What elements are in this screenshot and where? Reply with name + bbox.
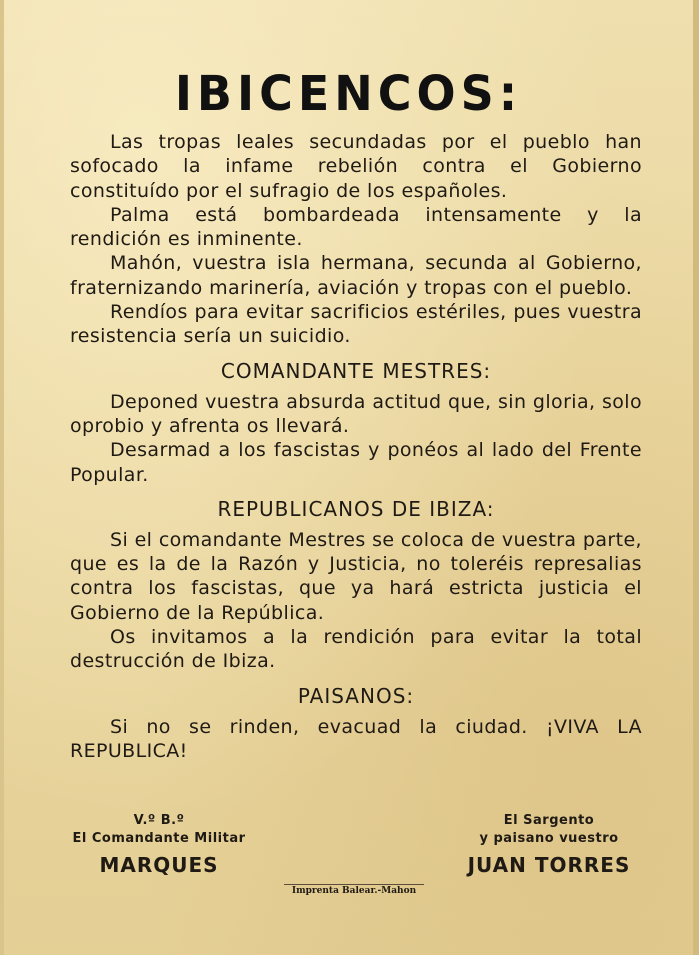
signature-right-name: JUAN TORRES — [467, 853, 631, 877]
signature-right-descriptor: y paisano vuestro — [479, 831, 619, 846]
signature-left-rank: El Comandante Militar — [72, 831, 246, 846]
signature-left-approval: V.º B.º — [133, 813, 185, 828]
signature-right — [454, 812, 644, 877]
intro-paragraph: Palma está bombardeada intensamente y la rendición es inminente. — [70, 203, 642, 251]
mestres-paragraph: Desarmad a los fascistas y ponéos al lado del Frente Popular. — [70, 439, 642, 486]
paisanos-paragraph: Si no se rinden, evacuad la ciudad. ¡VIVA LA REPUBLICA! — [70, 715, 642, 762]
heading-republicanos: REPUBLICANOS DE IBIZA: — [217, 496, 495, 521]
printer-imprint: Imprenta Balear.-Mahon — [284, 884, 424, 896]
signature-left-name: MARQUES — [99, 853, 219, 877]
mestres-paragraph: Deponed vuestra absurda actitud que, sin gloria, solo oprobio y afrenta os llevará. — [70, 390, 642, 437]
intro-paragraph: Rendíos para evitar sacrificios estériles, pues vuestra resistencia sería un suicidio. — [70, 301, 642, 348]
signature-left — [64, 812, 254, 877]
signature-right-rank: El Sargento — [503, 813, 595, 828]
heading-comandante-mestres: COMANDANTE MESTRES: — [220, 358, 492, 383]
heading-paisanos: PAISANOS: — [297, 683, 415, 708]
intro-paragraph: Las tropas leales secundadas por el pueblo han sofocado la infame rebelión contra el Gobierno constituído por el sufragio de los españoles. — [70, 131, 642, 202]
republicanos-paragraph: Os invitamos a la rendición para evitar la total destrucción de Ibiza. — [70, 626, 642, 673]
intro-paragraph: Mahón, vuestra isla hermana, secunda al Gobierno, fraternizando marinería, aviación y tropas con el pueblo. — [70, 252, 642, 299]
poster-title: IBICENCOS: — [174, 64, 523, 122]
poster-body — [70, 130, 642, 763]
republicanos-paragraph: Si el comandante Mestres se coloca de vuestra parte, que es la de la Razón y Justicia, no toleréis represalias contra los fascistas, que ya hará estricta justicia el Gobierno de la República. — [70, 528, 642, 624]
